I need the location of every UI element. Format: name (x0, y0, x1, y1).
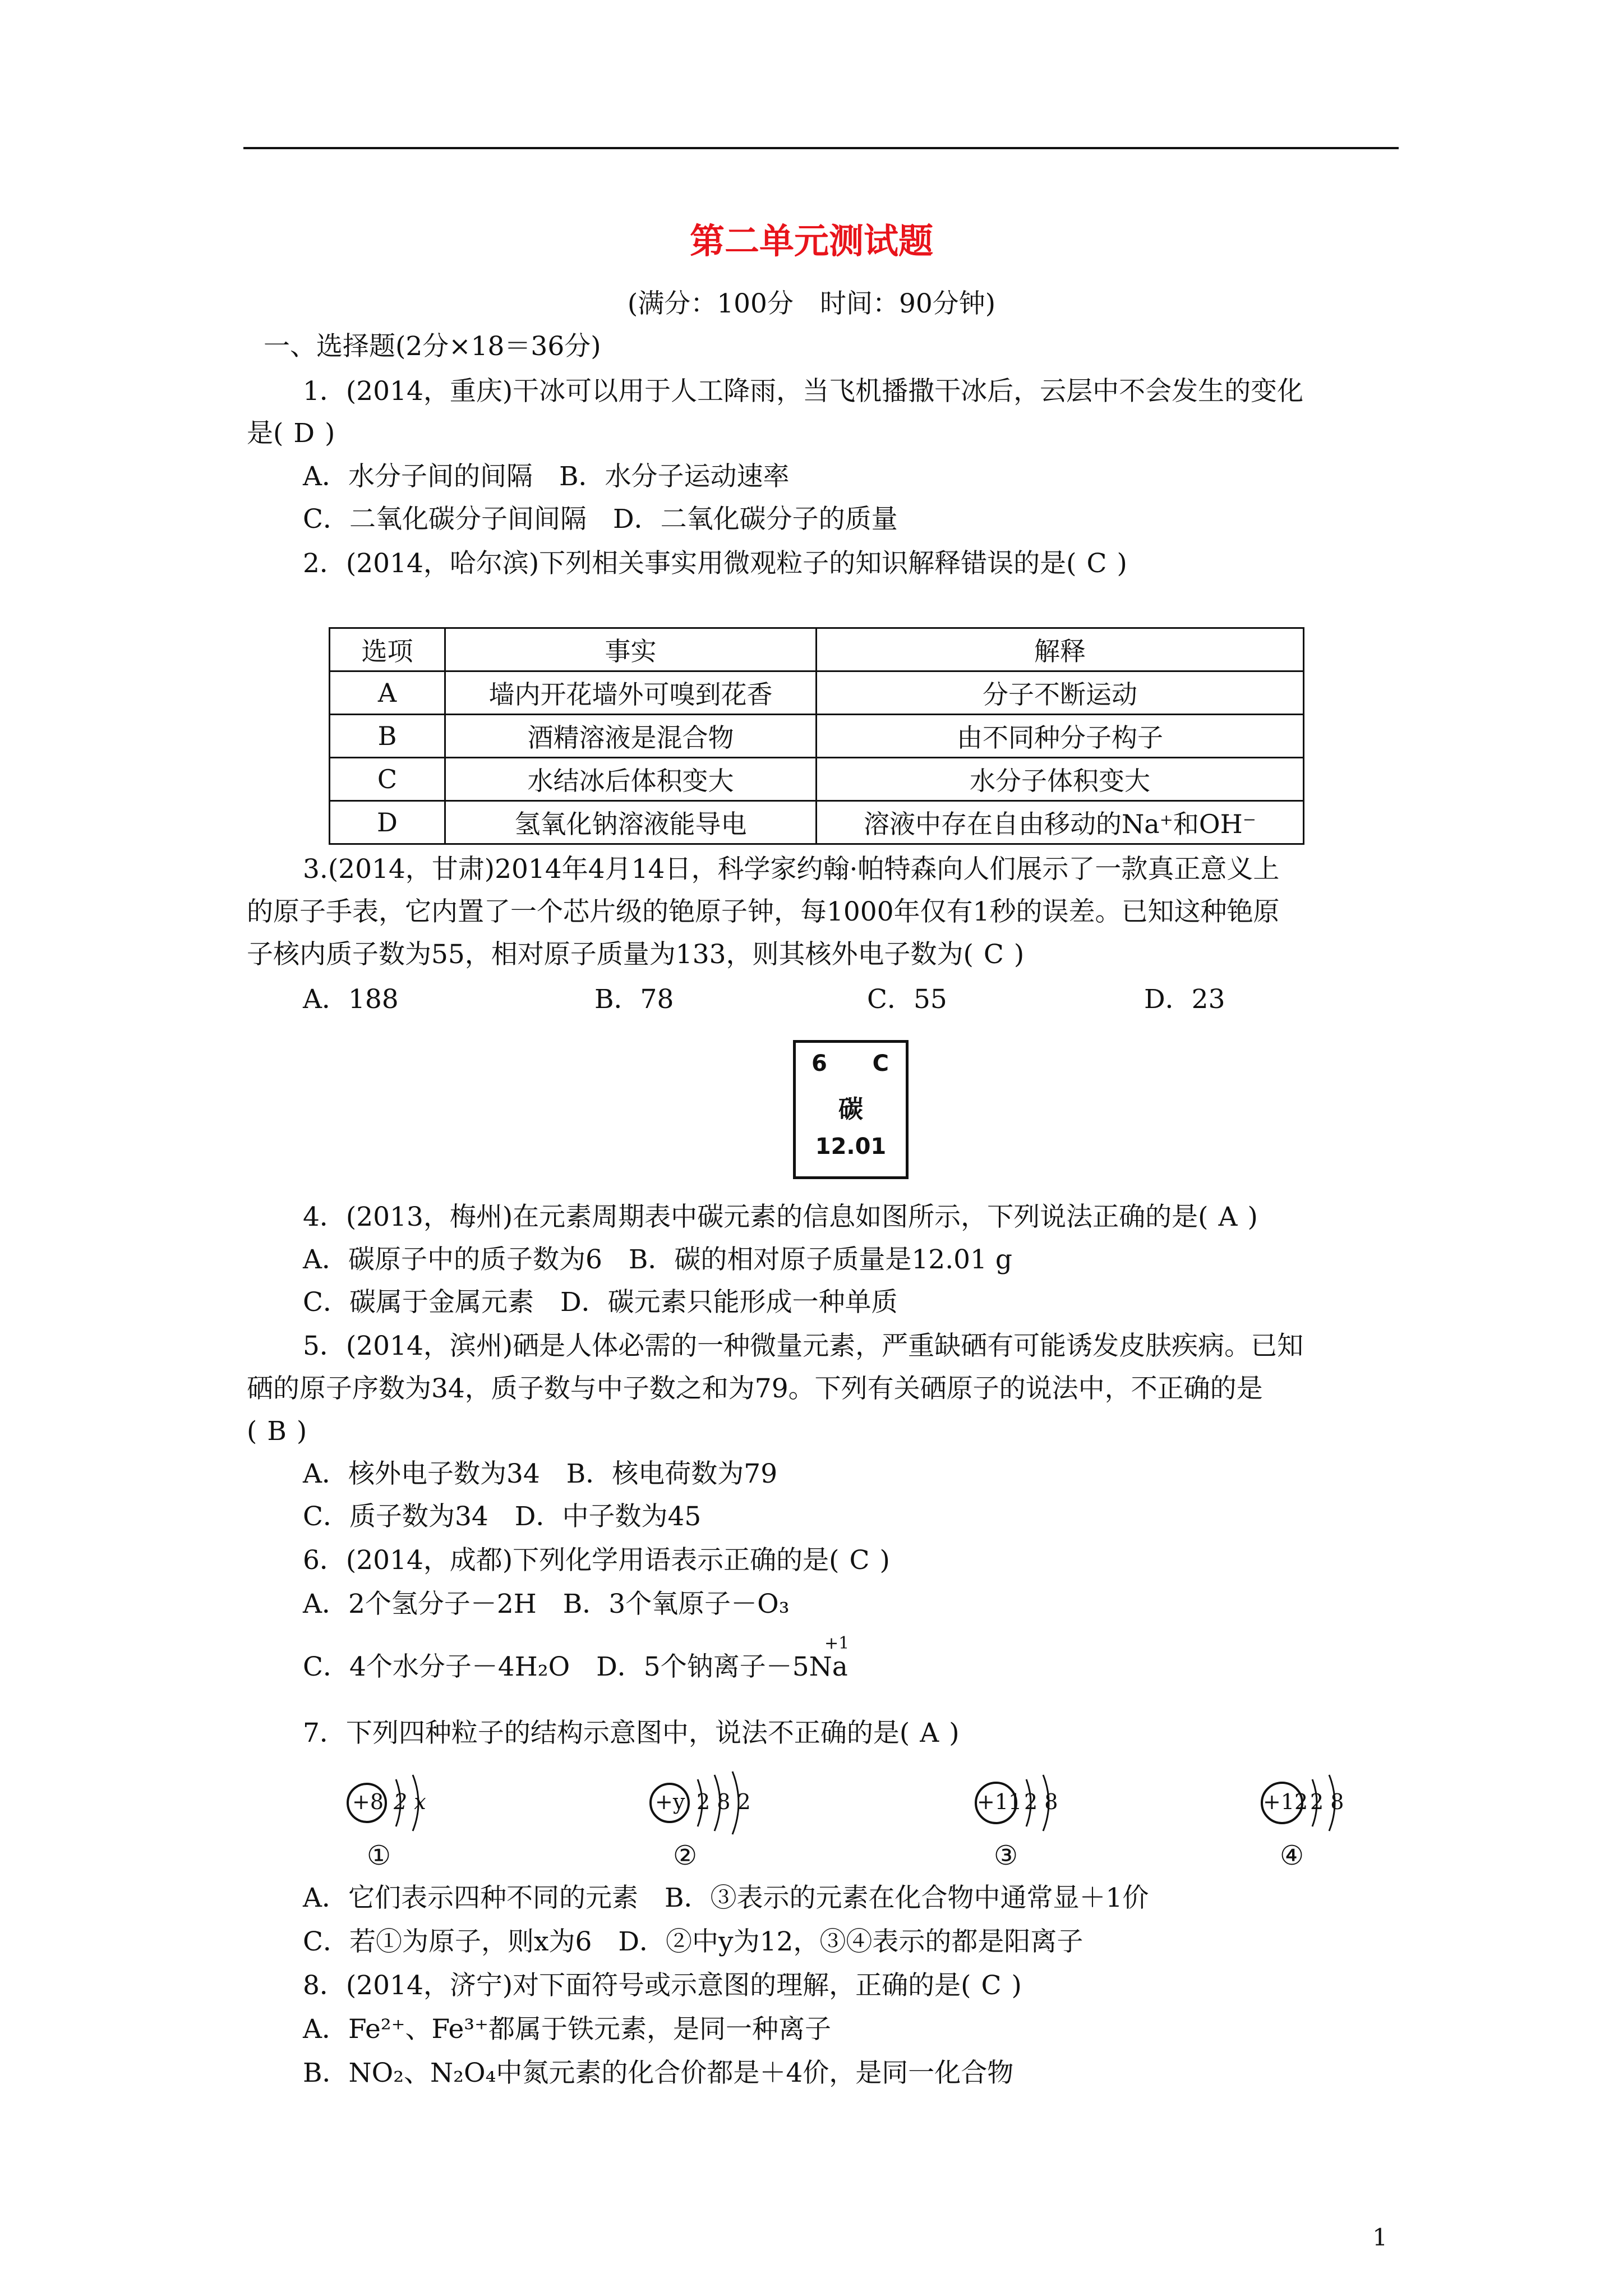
header-rule (243, 147, 1399, 149)
q4-answer: A (1218, 1202, 1238, 1232)
q6-stem: 6．(2014，成都)下列化学用语表示正确的是( C ) (303, 1544, 890, 1577)
shell-electrons: 2 8 (1024, 1789, 1058, 1814)
q7-stem: 7．下列四种粒子的结构示意图中，说法不正确的是( A ) (303, 1717, 960, 1750)
q6-charge-label: +1 (824, 1634, 850, 1653)
page-number: 1 (1372, 2224, 1387, 2251)
q8-option-b: B．NO₂、N₂O₄中氮元素的化合价都是＋4价，是同一化合物 (303, 2058, 1014, 2088)
table-row (330, 715, 1304, 758)
q8-answer: C (981, 1970, 1002, 2001)
table-header-cell: 选项 (330, 628, 445, 671)
table-cell: 水结冰后体积变大 (445, 758, 817, 801)
q1-options-cd: C．二氧化碳分子间间隔 D．二氧化碳分子的质量 (303, 504, 898, 535)
nucleus-charge: +y (655, 1789, 685, 1814)
table-row (330, 758, 1304, 801)
section-heading: 一、选择题(2分×18＝36分) (264, 331, 601, 362)
q3-answer: C (983, 939, 1004, 970)
table-cell: 分子不断运动 (817, 671, 1304, 715)
table-cell: B (330, 715, 445, 758)
table-cell: 由不同种分子构子 (817, 715, 1304, 758)
q5-options-cd: C．质子数为34 D．中子数为45 (303, 1501, 702, 1532)
atomic-mass: 12.01 (815, 1134, 887, 1159)
q1-stem: 1．(2014，重庆)干冰可以用于人工降雨，当飞机播撒干冰后，云层中不会发生的变化 (303, 376, 1304, 407)
q3-option-d: D．23 (1144, 984, 1225, 1015)
q1-stem-cont: 是( D ) (247, 417, 335, 450)
q1-options-ab: A．水分子间的间隔 B．水分子运动速率 (303, 461, 790, 492)
q4-options-ab: A．碳原子中的质子数为6 B．碳的相对原子质量是12.01 g (303, 1244, 1012, 1275)
q6-options-ab: A．2个氢分子－2H B．3个氧原子－O₃ (303, 1589, 790, 1619)
particle-diagram-1 (344, 1767, 468, 1874)
table-header-row (330, 628, 1304, 671)
page-title: 第二单元测试题 (689, 220, 933, 261)
particle-label: ④ (1280, 1840, 1304, 1871)
shell-electrons: 2 8 (1310, 1789, 1344, 1814)
table-cell: A (330, 671, 445, 715)
q8-stem: 8．(2014，济宁)对下面符号或示意图的理解，正确的是( C ) (303, 1969, 1022, 2003)
q6-answer: C (849, 1545, 870, 1576)
q7-options-cd: C．若①为原子，则x为6 D．②中y为12，③④表示的都是阳离子 (303, 1926, 1083, 1957)
nucleus-charge: +12 (1263, 1789, 1308, 1814)
q5-stem-end: ( B ) (247, 1415, 307, 1448)
q7-answer: A (920, 1718, 939, 1749)
q3-option-a: A．188 (303, 984, 399, 1015)
q5-options-ab: A．核外电子数为34 B．核电荷数为79 (303, 1458, 778, 1489)
element-name: 碳 (838, 1095, 863, 1124)
q4-options-cd: C．碳属于金属元素 D．碳元素只能形成一种单质 (303, 1287, 898, 1318)
q5-stem: 5．(2014，滨州)硒是人体必需的一种微量元素，严重缺硒有可能诱发皮肤疾病。已知 (303, 1331, 1304, 1361)
nucleus-charge: +11 (977, 1789, 1022, 1814)
particle-diagram-2 (644, 1767, 790, 1874)
atomic-number: 6 (811, 1051, 827, 1076)
shell-electrons: 2 8 2 (697, 1789, 751, 1814)
table-row (330, 801, 1304, 844)
q8-option-a: A．Fe²⁺、Fe³⁺都属于铁元素，是同一种离子 (303, 2014, 831, 2045)
particle-label: ① (367, 1840, 391, 1871)
carbon-element-card (793, 1040, 909, 1179)
q3-stem-cont: 的原子手表，它内置了一个芯片级的铯原子钟，每1000年仅有1秒的误差。已知这种铯原 (247, 896, 1280, 927)
table-cell: 墙内开花墙外可嗅到花香 (445, 671, 817, 715)
element-symbol: C (872, 1051, 889, 1076)
q2-table (329, 627, 1304, 845)
exam-meta: (满分：100分 时间：90分钟) (627, 288, 996, 319)
table-header-cell: 解释 (817, 628, 1304, 671)
q4-stem: 4．(2013，梅州)在元素周期表中碳元素的信息如图所示，下列说法正确的是( A ) (303, 1200, 1258, 1234)
q1-answer: D (293, 418, 315, 449)
particle-label: ② (673, 1840, 698, 1871)
shell-electrons: 2 x (394, 1789, 426, 1814)
nucleus-charge: +8 (352, 1789, 384, 1814)
table-cell: 酒精溶液是混合物 (445, 715, 817, 758)
table-cell: 水分子体积变大 (817, 758, 1304, 801)
table-row (330, 671, 1304, 715)
particle-diagram-3 (969, 1767, 1092, 1874)
q3-stem: 3.(2014，甘肃)2014年4月14日，科学家约翰·帕特森向人们展示了一款真正意义上 (303, 854, 1280, 885)
q7-options-ab: A．它们表示四种不同的元素 B．③表示的元素在化合物中通常显＋1价 (303, 1883, 1149, 1913)
table-cell: D (330, 801, 445, 844)
q2-stem: 2．(2014，哈尔滨)下列相关事实用微观粒子的知识解释错误的是( C ) (303, 547, 1127, 581)
table-cell: C (330, 758, 445, 801)
table-cell: 溶液中存在自由移动的Na⁺和OH⁻ (817, 801, 1304, 844)
q3-stem-end: 子核内质子数为55，相对原子质量为133，则其核外电子数为( C ) (247, 938, 1024, 972)
particle-diagram-4 (1255, 1767, 1378, 1874)
q5-answer: B (267, 1416, 287, 1447)
table-cell: 氢氧化钠溶液能导电 (445, 801, 817, 844)
q3-option-b: B．78 (594, 984, 674, 1015)
particle-label: ③ (994, 1840, 1018, 1871)
q6-options-cd: C．4个水分子－4H₂O D．5个钠离子－5Na (303, 1651, 848, 1682)
table-header-cell: 事实 (445, 628, 817, 671)
q2-answer: C (1086, 548, 1107, 579)
q5-stem-cont: 硒的原子序数为34，质子数与中子数之和为79。下列有关硒原子的说法中，不正确的是 (247, 1373, 1263, 1404)
q3-option-c: C．55 (867, 984, 947, 1015)
